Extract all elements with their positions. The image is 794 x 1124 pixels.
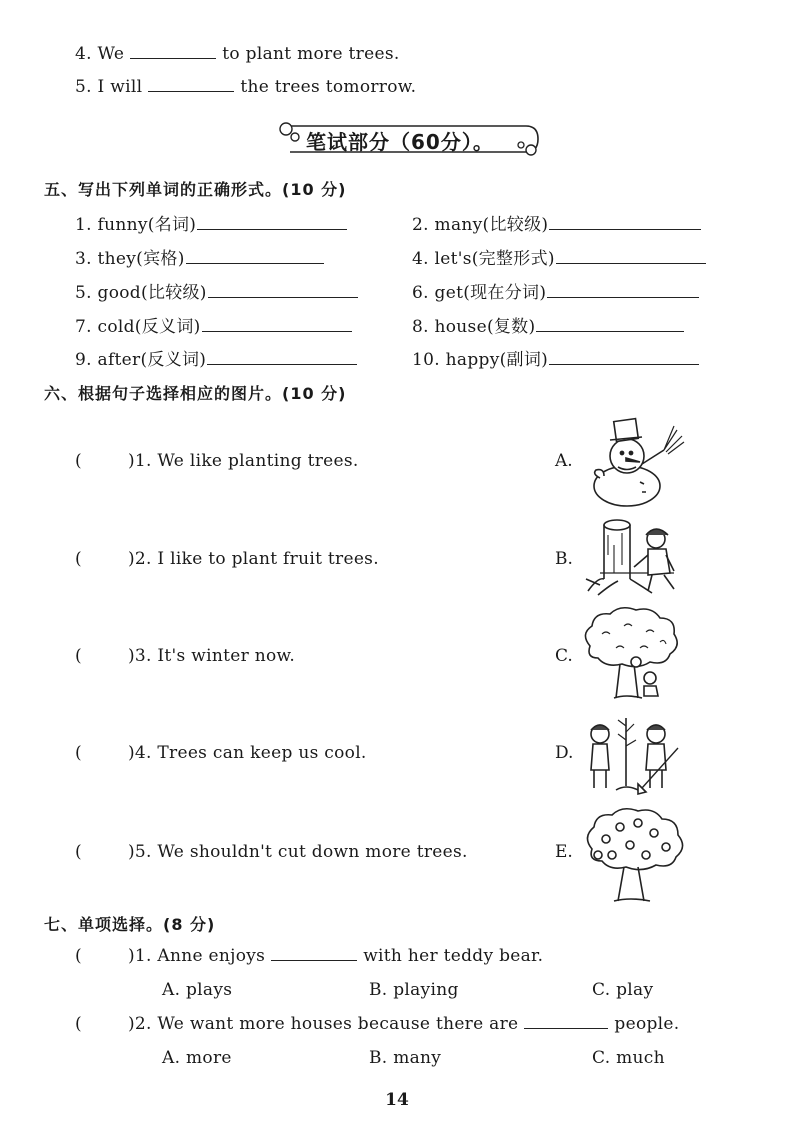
option-label-a: A. <box>555 451 573 471</box>
fill-item-5-after: the trees tomorrow. <box>240 77 417 97</box>
answer-paren[interactable]: ( <box>75 842 82 862</box>
answer-blank[interactable] <box>202 330 352 332</box>
match-row-2 <box>75 549 379 569</box>
choice-2-option-b[interactable]: B. many <box>369 1048 442 1068</box>
answer-blank[interactable] <box>536 330 684 332</box>
match-sentence: )4. Trees can keep us cool. <box>127 743 367 763</box>
match-sentence: )1. We like planting trees. <box>127 451 359 471</box>
word-item-5 <box>75 278 364 303</box>
banner-title: 笔试部分（60分）。 <box>306 130 494 154</box>
word-item-6 <box>412 278 705 303</box>
word-item-8 <box>412 312 690 337</box>
choice-question-1 <box>75 946 543 966</box>
fill-item-4 <box>75 44 400 64</box>
choice-1-option-c[interactable]: C. play <box>592 980 654 1000</box>
answer-blank[interactable] <box>148 90 234 92</box>
answer-paren[interactable]: ( <box>75 743 82 763</box>
option-label-d: D. <box>555 743 574 763</box>
word-item-label: 7. cold(反义词) <box>75 317 201 337</box>
section-6-heading: 六、根据句子选择相应的图片。(10 分) <box>44 384 347 403</box>
answer-blank[interactable] <box>130 57 216 59</box>
choice-1-option-a[interactable]: A. plays <box>162 980 233 1000</box>
choice-2-option-a[interactable]: A. more <box>162 1048 232 1068</box>
answer-blank[interactable] <box>549 228 701 230</box>
word-item-1 <box>75 210 353 235</box>
word-item-label: 4. let's(完整形式) <box>412 249 555 269</box>
section-7-heading: 七、单项选择。(8 分) <box>44 915 216 934</box>
answer-blank[interactable] <box>549 363 699 365</box>
match-sentence: )2. I like to plant fruit trees. <box>127 549 379 569</box>
match-row-4 <box>75 743 367 763</box>
planting-children-picture <box>580 712 688 796</box>
question-text-before: )1. Anne enjoys <box>127 946 266 966</box>
answer-paren[interactable]: ( <box>75 1014 82 1034</box>
word-item-label: 6. get(现在分词) <box>412 283 547 303</box>
answer-paren[interactable]: ( <box>75 646 82 666</box>
answer-blank[interactable] <box>271 959 357 961</box>
match-row-1 <box>75 451 359 471</box>
match-sentence: )5. We shouldn't cut down more trees. <box>127 842 468 862</box>
word-item-label: 10. happy(副词) <box>412 350 549 370</box>
word-item-label: 3. they(宾格) <box>75 249 185 269</box>
answer-blank[interactable] <box>524 1027 608 1029</box>
answer-blank[interactable] <box>556 262 706 264</box>
word-item-10 <box>412 345 705 370</box>
answer-blank[interactable] <box>208 296 358 298</box>
answer-blank[interactable] <box>186 262 324 264</box>
word-item-label: 9. after(反义词) <box>75 350 207 370</box>
answer-paren[interactable]: ( <box>75 946 82 966</box>
snowman-picture <box>582 410 692 510</box>
option-label-c: C. <box>555 646 573 666</box>
shade-tree-picture <box>576 604 686 702</box>
match-row-3 <box>75 646 295 666</box>
page-number: 14 <box>385 1090 409 1110</box>
word-item-label: 5. good(比较级) <box>75 283 207 303</box>
fruit-tree-picture <box>580 805 692 905</box>
question-text-before: )2. We want more houses because there are <box>127 1014 519 1034</box>
answer-blank[interactable] <box>547 296 699 298</box>
word-item-3 <box>75 244 330 269</box>
fill-item-4-before: 4. We <box>75 44 125 64</box>
choice-1-option-b[interactable]: B. playing <box>369 980 459 1000</box>
word-item-4 <box>412 244 712 269</box>
answer-paren[interactable]: ( <box>75 451 82 471</box>
word-item-label: 2. many(比较级) <box>412 215 549 235</box>
fill-item-4-after: to plant more trees. <box>222 44 400 64</box>
fill-item-5-before: 5. I will <box>75 77 143 97</box>
word-item-9 <box>75 345 363 370</box>
cutting-tree-picture <box>578 515 698 597</box>
fill-item-5 <box>75 77 416 97</box>
answer-blank[interactable] <box>197 228 347 230</box>
section-5-heading: 五、写出下列单词的正确形式。(10 分) <box>44 180 347 199</box>
match-sentence: )3. It's winter now. <box>127 646 296 666</box>
choice-question-2 <box>75 1014 679 1034</box>
choice-2-option-c[interactable]: C. much <box>592 1048 665 1068</box>
question-text-after: people. <box>614 1014 680 1034</box>
word-item-7 <box>75 312 358 337</box>
option-label-b: B. <box>555 549 573 569</box>
option-label-e: E. <box>555 842 573 862</box>
answer-blank[interactable] <box>207 363 357 365</box>
word-item-label: 8. house(复数) <box>412 317 536 337</box>
question-text-after: with her teddy bear. <box>363 946 544 966</box>
word-item-label: 1. funny(名词) <box>75 215 197 235</box>
answer-paren[interactable]: ( <box>75 549 82 569</box>
word-item-2 <box>412 210 707 235</box>
match-row-5 <box>75 842 468 862</box>
